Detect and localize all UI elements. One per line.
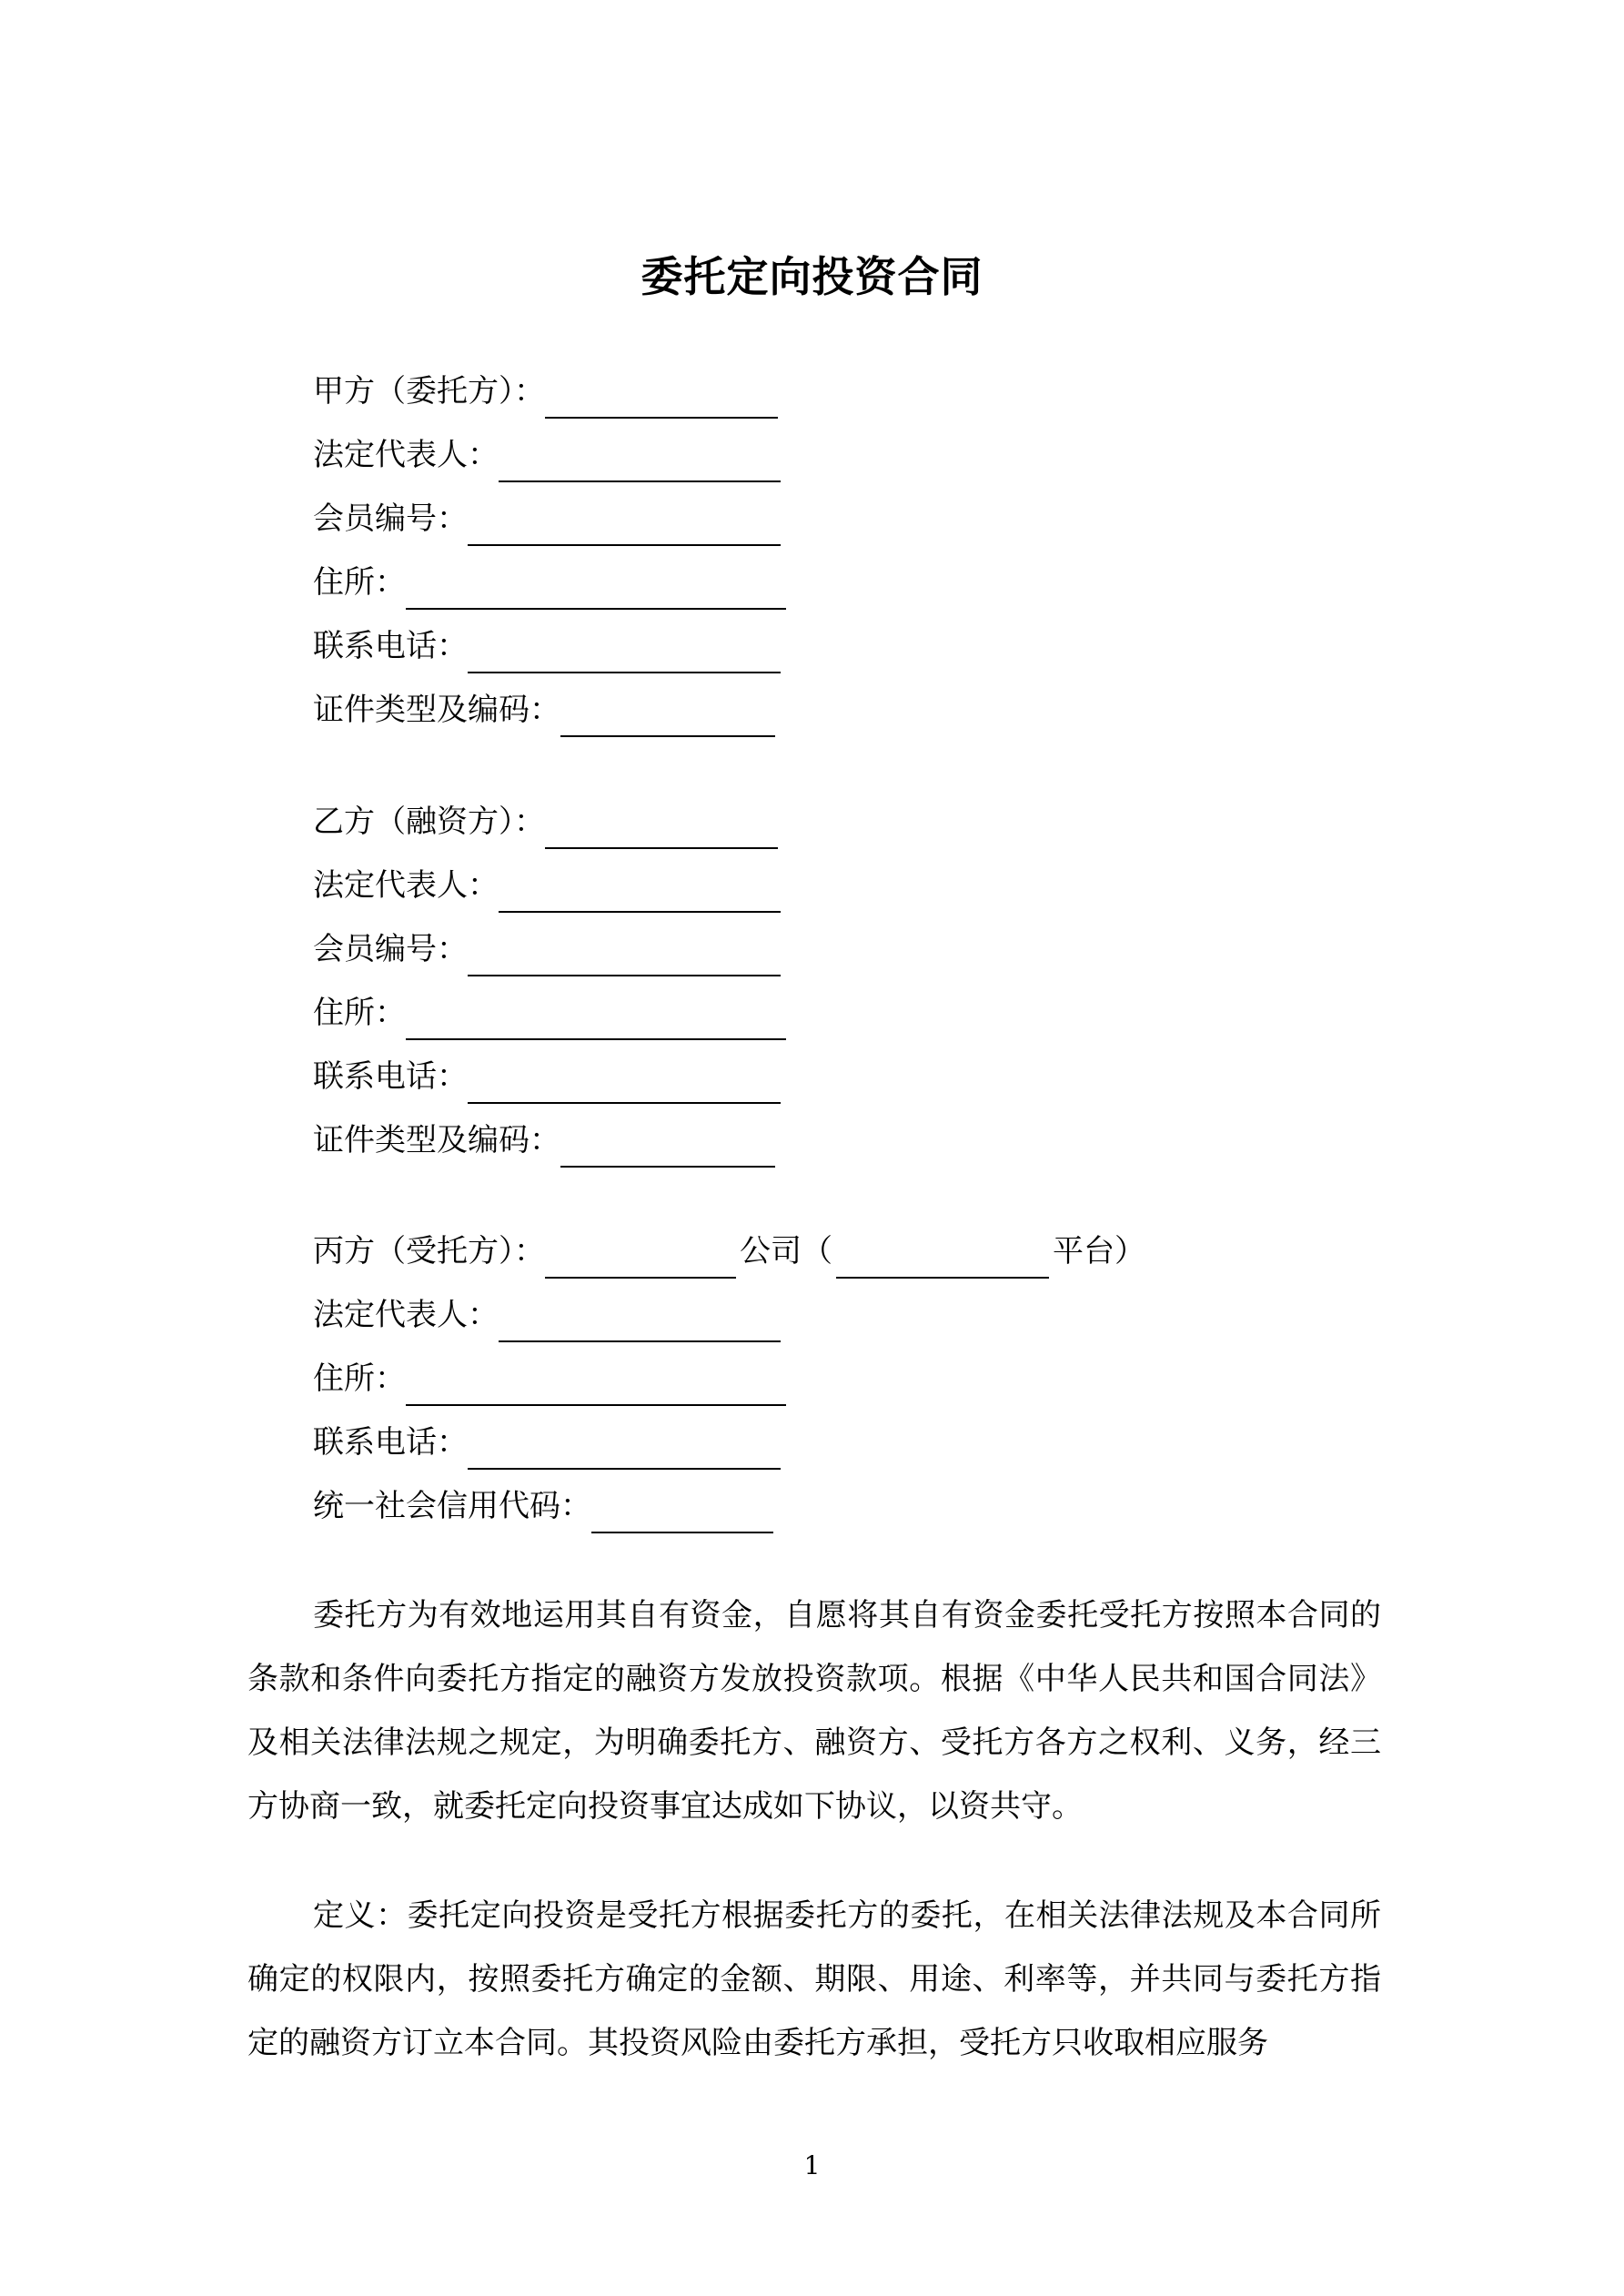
fill-in-blank[interactable] [591, 1492, 773, 1533]
party-b-name-field [313, 790, 778, 854]
party-c-credit-code-field [313, 1474, 773, 1538]
field-label: 会员编号： [313, 501, 468, 537]
field-label: 法定代表人： [313, 437, 499, 473]
company-name-blank[interactable] [545, 1237, 736, 1279]
party-c-phone-field [313, 1411, 781, 1474]
fill-in-blank[interactable] [545, 807, 778, 849]
field-label: 证件类型及编码： [313, 1122, 560, 1158]
field-label: 丙方（受托方）： [313, 1233, 545, 1269]
field-label: 法定代表人： [313, 1297, 499, 1333]
party-b-legal-rep-field [313, 854, 781, 917]
field-label: 联系电话： [313, 628, 468, 664]
party-b-address-field [313, 981, 786, 1045]
fill-in-blank[interactable] [499, 440, 781, 482]
field-label: 法定代表人： [313, 867, 499, 904]
platform-name-blank[interactable] [836, 1237, 1049, 1279]
party-b-id-field [313, 1108, 775, 1172]
fill-in-blank[interactable] [545, 377, 778, 419]
party-b-member-id-field [313, 917, 781, 981]
party-c-legal-rep-field [313, 1283, 781, 1347]
party-a-legal-rep-field [313, 423, 781, 487]
party-c-name-field [313, 1219, 1149, 1283]
document-title: 委托定向投资合同 [641, 252, 983, 301]
fill-in-blank[interactable] [406, 1364, 786, 1406]
fill-in-blank[interactable] [560, 695, 775, 737]
fill-in-blank[interactable] [406, 568, 786, 610]
party-a-id-field [313, 678, 775, 742]
intro-paragraph: 委托方为有效地运用其自有资金，自愿将其自有资金委托受托方按照本合同的条款和条件向委托方指定的融资方发放投资款项。根据《中华人民共和国合同法》及相关法律法规之规定，为明确委托方、融资方、受托方各方之权利、义务，经三方协商一致，就委托定向投资事宜达成如下协议，以资共守。 [247, 1597, 1381, 1825]
fill-in-blank[interactable] [468, 632, 781, 673]
fill-in-blank[interactable] [468, 1062, 781, 1104]
field-label: 联系电话： [313, 1058, 468, 1095]
platform-suffix: 平台） [1053, 1233, 1145, 1269]
party-a-phone-field [313, 614, 781, 678]
party-a-address-field [313, 551, 786, 614]
page-number: 1 [803, 2150, 821, 2180]
definition-paragraph: 定义：委托定向投资是受托方根据委托方的委托，在相关法律法规及本合同所确定的权限内，按照委托方确定的金额、期限、用途、利率等，并共同与委托方指定的融资方订立本合同。其投资风险由委托方承担，受托方只收取相应服务 [247, 1897, 1381, 2061]
fill-in-blank[interactable] [560, 1126, 775, 1168]
field-label: 住所： [313, 564, 406, 601]
fill-in-blank[interactable] [468, 1428, 781, 1470]
fill-in-blank[interactable] [468, 504, 781, 546]
fill-in-blank[interactable] [499, 1300, 781, 1342]
company-suffix: 公司（ [740, 1233, 832, 1269]
field-label: 住所： [313, 995, 406, 1031]
field-label: 甲方（委托方）： [313, 373, 545, 410]
fill-in-blank[interactable] [468, 935, 781, 976]
field-label: 证件类型及编码： [313, 692, 560, 728]
field-label: 住所： [313, 1360, 406, 1397]
party-c-address-field [313, 1347, 786, 1411]
fill-in-blank[interactable] [499, 871, 781, 913]
fill-in-blank[interactable] [406, 998, 786, 1040]
party-a-name-field [313, 359, 778, 423]
field-label: 乙方（融资方）： [313, 804, 545, 840]
party-a-member-id-field [313, 487, 781, 551]
field-label: 会员编号： [313, 931, 468, 967]
field-label: 统一社会信用代码： [313, 1488, 591, 1524]
party-b-phone-field [313, 1045, 781, 1108]
field-label: 联系电话： [313, 1424, 468, 1461]
